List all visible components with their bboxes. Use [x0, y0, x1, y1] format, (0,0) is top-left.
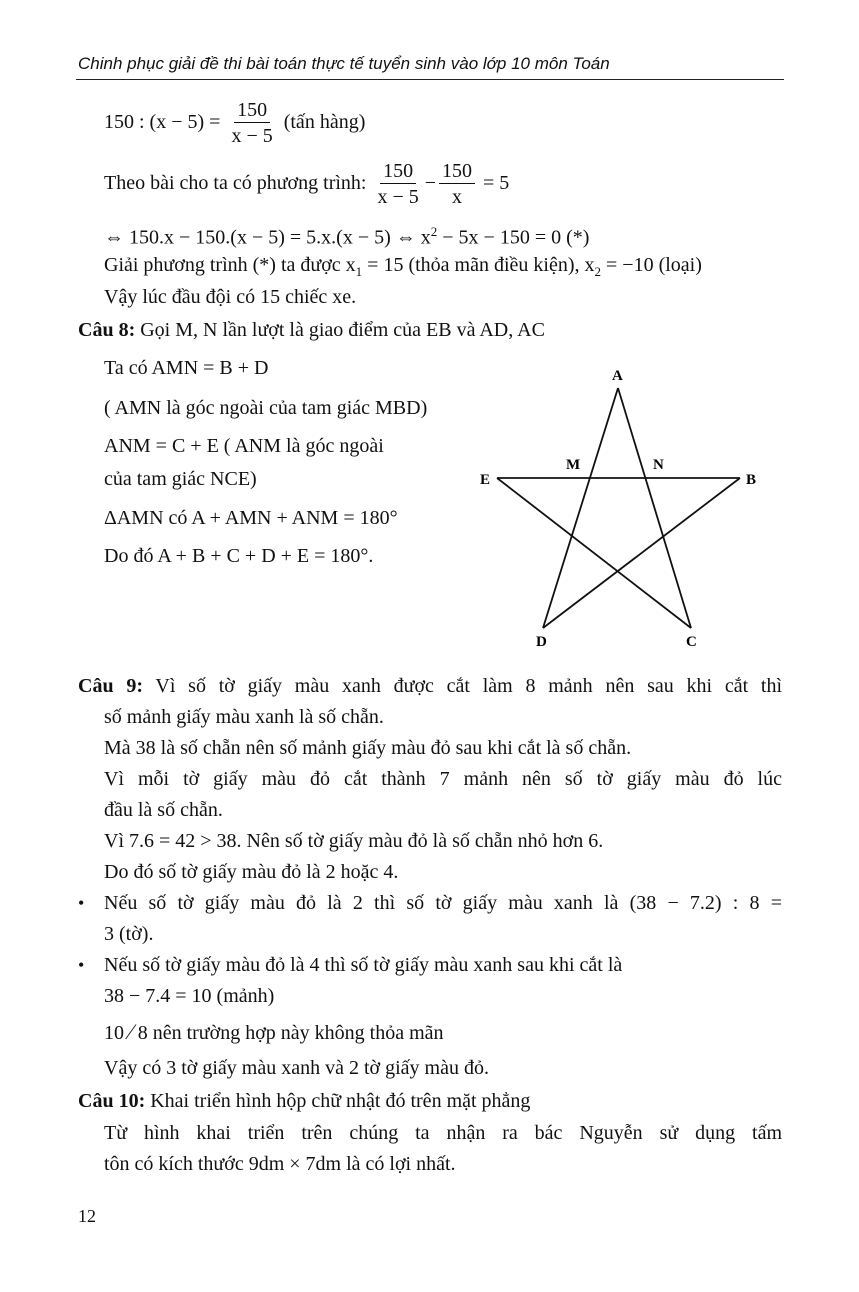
text: 8 nên trường hợp này không thỏa mãn	[137, 1022, 444, 1044]
label-C: C	[686, 634, 697, 650]
running-header: Chinh phục giải đề thi bài toán thực tế tuyển sinh vào lớp 10 môn Toán	[78, 54, 610, 73]
text: Vì số tờ giấy màu xanh được cắt làm 8 mảnh nên sau khi cắt thì	[143, 675, 783, 697]
segment-BD	[543, 478, 740, 628]
fraction	[439, 159, 475, 210]
fraction	[228, 98, 275, 149]
cau10-heading	[78, 1089, 530, 1113]
cau9-line: Vì 7.6 = 42 > 38. Nên số tờ giấy màu đỏ là số chẵn nhỏ hơn 6.	[104, 830, 604, 852]
segment-EC	[497, 478, 691, 628]
solution-line	[104, 253, 702, 284]
text: = 5	[483, 172, 510, 195]
label-B: B	[746, 472, 757, 488]
question-label: Câu 10:	[78, 1090, 146, 1112]
equation-line-3	[104, 220, 589, 250]
cau9-line: Mà 38 là số chẵn nên số mảnh giấy màu đỏ sau khi cắt là số chẵn.	[104, 737, 632, 759]
label-M: M	[566, 457, 581, 473]
label-N: N	[653, 457, 664, 473]
label-E: E	[480, 472, 491, 488]
cau9-line: Do đó số tờ giấy màu đỏ là 2 hoặc 4.	[104, 861, 399, 883]
label-A: A	[612, 368, 623, 384]
text: − 5x − 150 = 0 (*)	[437, 226, 590, 249]
cau9-heading	[78, 674, 782, 698]
cau10-line: Từ hình khai triển trên chúng ta nhận ra bác Nguyễn sử dụng tấm	[104, 1122, 782, 1144]
cau9-line: số mảnh giấy màu xanh là số chẵn.	[104, 706, 384, 728]
text: = 15 (thỏa mãn điều kiện), x	[362, 254, 595, 276]
conclusion-line: Vậy lúc đầu đội có 15 chiếc xe.	[104, 286, 357, 308]
text: = −10 (loại)	[601, 254, 702, 276]
denominator: x − 5	[377, 186, 419, 208]
cau10-line: tôn có kích thước 9dm × 7dm là có lợi nhất.	[104, 1153, 456, 1175]
text: Gọi M, N lần lượt là giao điểm của EB và AD, AC	[135, 319, 545, 341]
cau8-heading	[78, 318, 545, 342]
text: −	[424, 172, 437, 195]
bullet-2-line: 38 − 7.4 = 10 (mảnh)	[104, 985, 275, 1007]
page-number: 12	[78, 1206, 96, 1226]
header-rule	[76, 79, 784, 80]
numerator: 150	[380, 159, 416, 184]
text: (tấn hàng)	[283, 111, 366, 134]
bullet-1-line: Nếu số tờ giấy màu đỏ là 2 thì số tờ giấy màu xanh là (38 − 7.2) : 8 =	[104, 892, 782, 914]
subscript: 1	[355, 264, 363, 279]
bullet-icon: •	[78, 893, 85, 913]
question-label: Câu 9:	[78, 675, 143, 697]
cau9-line: Vì mỗi tờ giấy màu đỏ cắt thành 7 mảnh nên số tờ giấy màu đỏ lúc	[104, 768, 782, 790]
cau8-line: Do đó A + B + C + D + E = 180°.	[104, 545, 374, 567]
denominator: x	[452, 186, 463, 208]
text: 10	[104, 1022, 124, 1044]
star-figure	[460, 360, 780, 660]
fraction	[374, 159, 421, 210]
cau9-line: đầu là số chẵn.	[104, 799, 223, 821]
bullet-2-line: Nếu số tờ giấy màu đỏ là 4 thì số tờ giấy màu xanh sau khi cắt là	[104, 954, 623, 976]
text: ⇔ 150.x − 150.(x − 5) = 5.x.(x − 5) ⇔ x	[104, 226, 431, 249]
cau9-conclusion: Vậy có 3 tờ giấy màu xanh và 2 tờ giấy màu đỏ.	[104, 1057, 489, 1079]
not-divisible-line	[104, 1020, 444, 1045]
subscript: 2	[594, 264, 602, 279]
bullet-1-line: 3 (tờ).	[104, 923, 154, 945]
text: 150 : (x − 5) =	[104, 111, 221, 134]
text: Khai triển hình hộp chữ nhật đó trên mặt phẳng	[145, 1090, 531, 1112]
question-label: Câu 8:	[78, 319, 136, 341]
equation-line-2	[104, 159, 509, 210]
text: Giải phương trình (*) ta được x	[104, 254, 356, 276]
denominator: x − 5	[231, 125, 273, 147]
not-divides-symbol: ⁄	[129, 1019, 133, 1044]
bullet-icon: •	[78, 955, 85, 975]
cau8-line: của tam giác NCE)	[104, 468, 257, 490]
superscript: 2	[430, 224, 438, 239]
cau8-line: Ta có AMN = B + D	[104, 357, 269, 379]
text: Theo bài cho ta có phương trình:	[104, 172, 367, 195]
cau8-line: ( AMN là góc ngoài của tam giác MBD)	[104, 397, 428, 419]
label-D: D	[536, 634, 547, 650]
numerator: 150	[439, 159, 475, 184]
segment-AD	[543, 388, 618, 628]
segment-AC	[618, 388, 691, 628]
numerator: 150	[234, 98, 270, 123]
cau8-line: ANM = C + E ( ANM là góc ngoài	[104, 435, 384, 457]
cau8-line: ΔAMN có A + AMN + ANM = 180°	[104, 507, 398, 529]
equation-line-1	[104, 98, 365, 149]
